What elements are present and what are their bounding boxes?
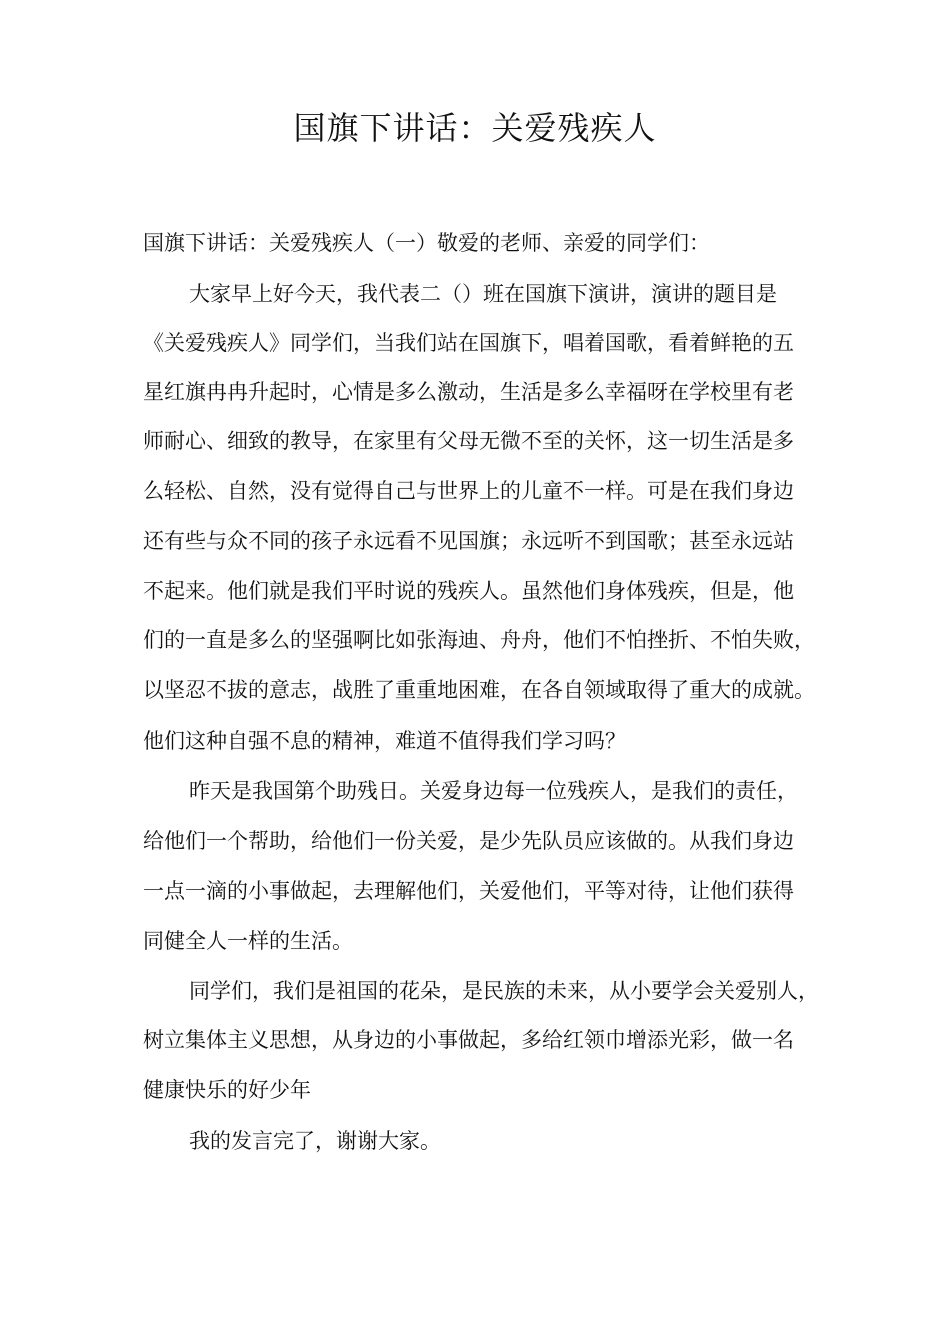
text-line: 还有些与众不同的孩子永远看不见国旗；永远听不到国歌；甚至永远站 xyxy=(143,529,794,553)
text-line: 《关爱残疾人》同学们，当我们站在国旗下，唱着国歌，看着鲜艳的五 xyxy=(143,331,794,355)
text-line: 们的一直是多么的坚强啊比如张海迪、舟舟，他们不怕挫折、不怕失败， xyxy=(143,628,815,652)
text-line: 给他们一个帮助，给他们一份关爱，是少先队员应该做的。从我们身边 xyxy=(143,829,794,853)
text-line: 同健全人一样的生活。 xyxy=(143,929,353,953)
text-line: 昨天是我国第个助残日。关爱身边每一位残疾人，是我们的责任， xyxy=(189,779,798,803)
text-line: 不起来。他们就是我们平时说的残疾人。虽然他们身体残疾，但是，他 xyxy=(143,579,794,603)
text-line: 大家早上好今天，我代表二（）班在国旗下演讲，演讲的题目是 xyxy=(189,282,777,306)
text-line: 健康快乐的好少年 xyxy=(143,1078,311,1102)
text-line: 师耐心、细致的教导，在家里有父母无微不至的关怀，这一切生活是多 xyxy=(143,429,794,453)
text-line: 同学们，我们是祖国的花朵，是民族的未来，从小要学会关爱别人， xyxy=(189,979,819,1003)
text-line-greeting: 国旗下讲话：关爱残疾人（一）敬爱的老师、亲爱的同学们： xyxy=(143,231,710,255)
text-line: 么轻松、自然，没有觉得自己与世界上的儿童不一样。可是在我们身边 xyxy=(143,479,794,503)
text-line: 一点一滴的小事做起，去理解他们，关爱他们，平等对待，让他们获得 xyxy=(143,879,794,903)
text-line: 以坚忍不拔的意志，战胜了重重地困难，在各自领域取得了重大的成就。 xyxy=(143,678,815,702)
document-title: 国旗下讲话：关爱残疾人 xyxy=(293,109,657,147)
text-line: 星红旗冉冉升起时，心情是多么激动，生活是多么幸福呀在学校里有老 xyxy=(143,380,794,404)
text-line-closing: 我的发言完了，谢谢大家。 xyxy=(189,1129,441,1153)
text-line: 树立集体主义思想，从身边的小事做起，多给红领巾增添光彩，做一名 xyxy=(143,1028,794,1052)
text-line: 他们这种自强不息的精神，难道不值得我们学习吗？ xyxy=(143,729,626,753)
